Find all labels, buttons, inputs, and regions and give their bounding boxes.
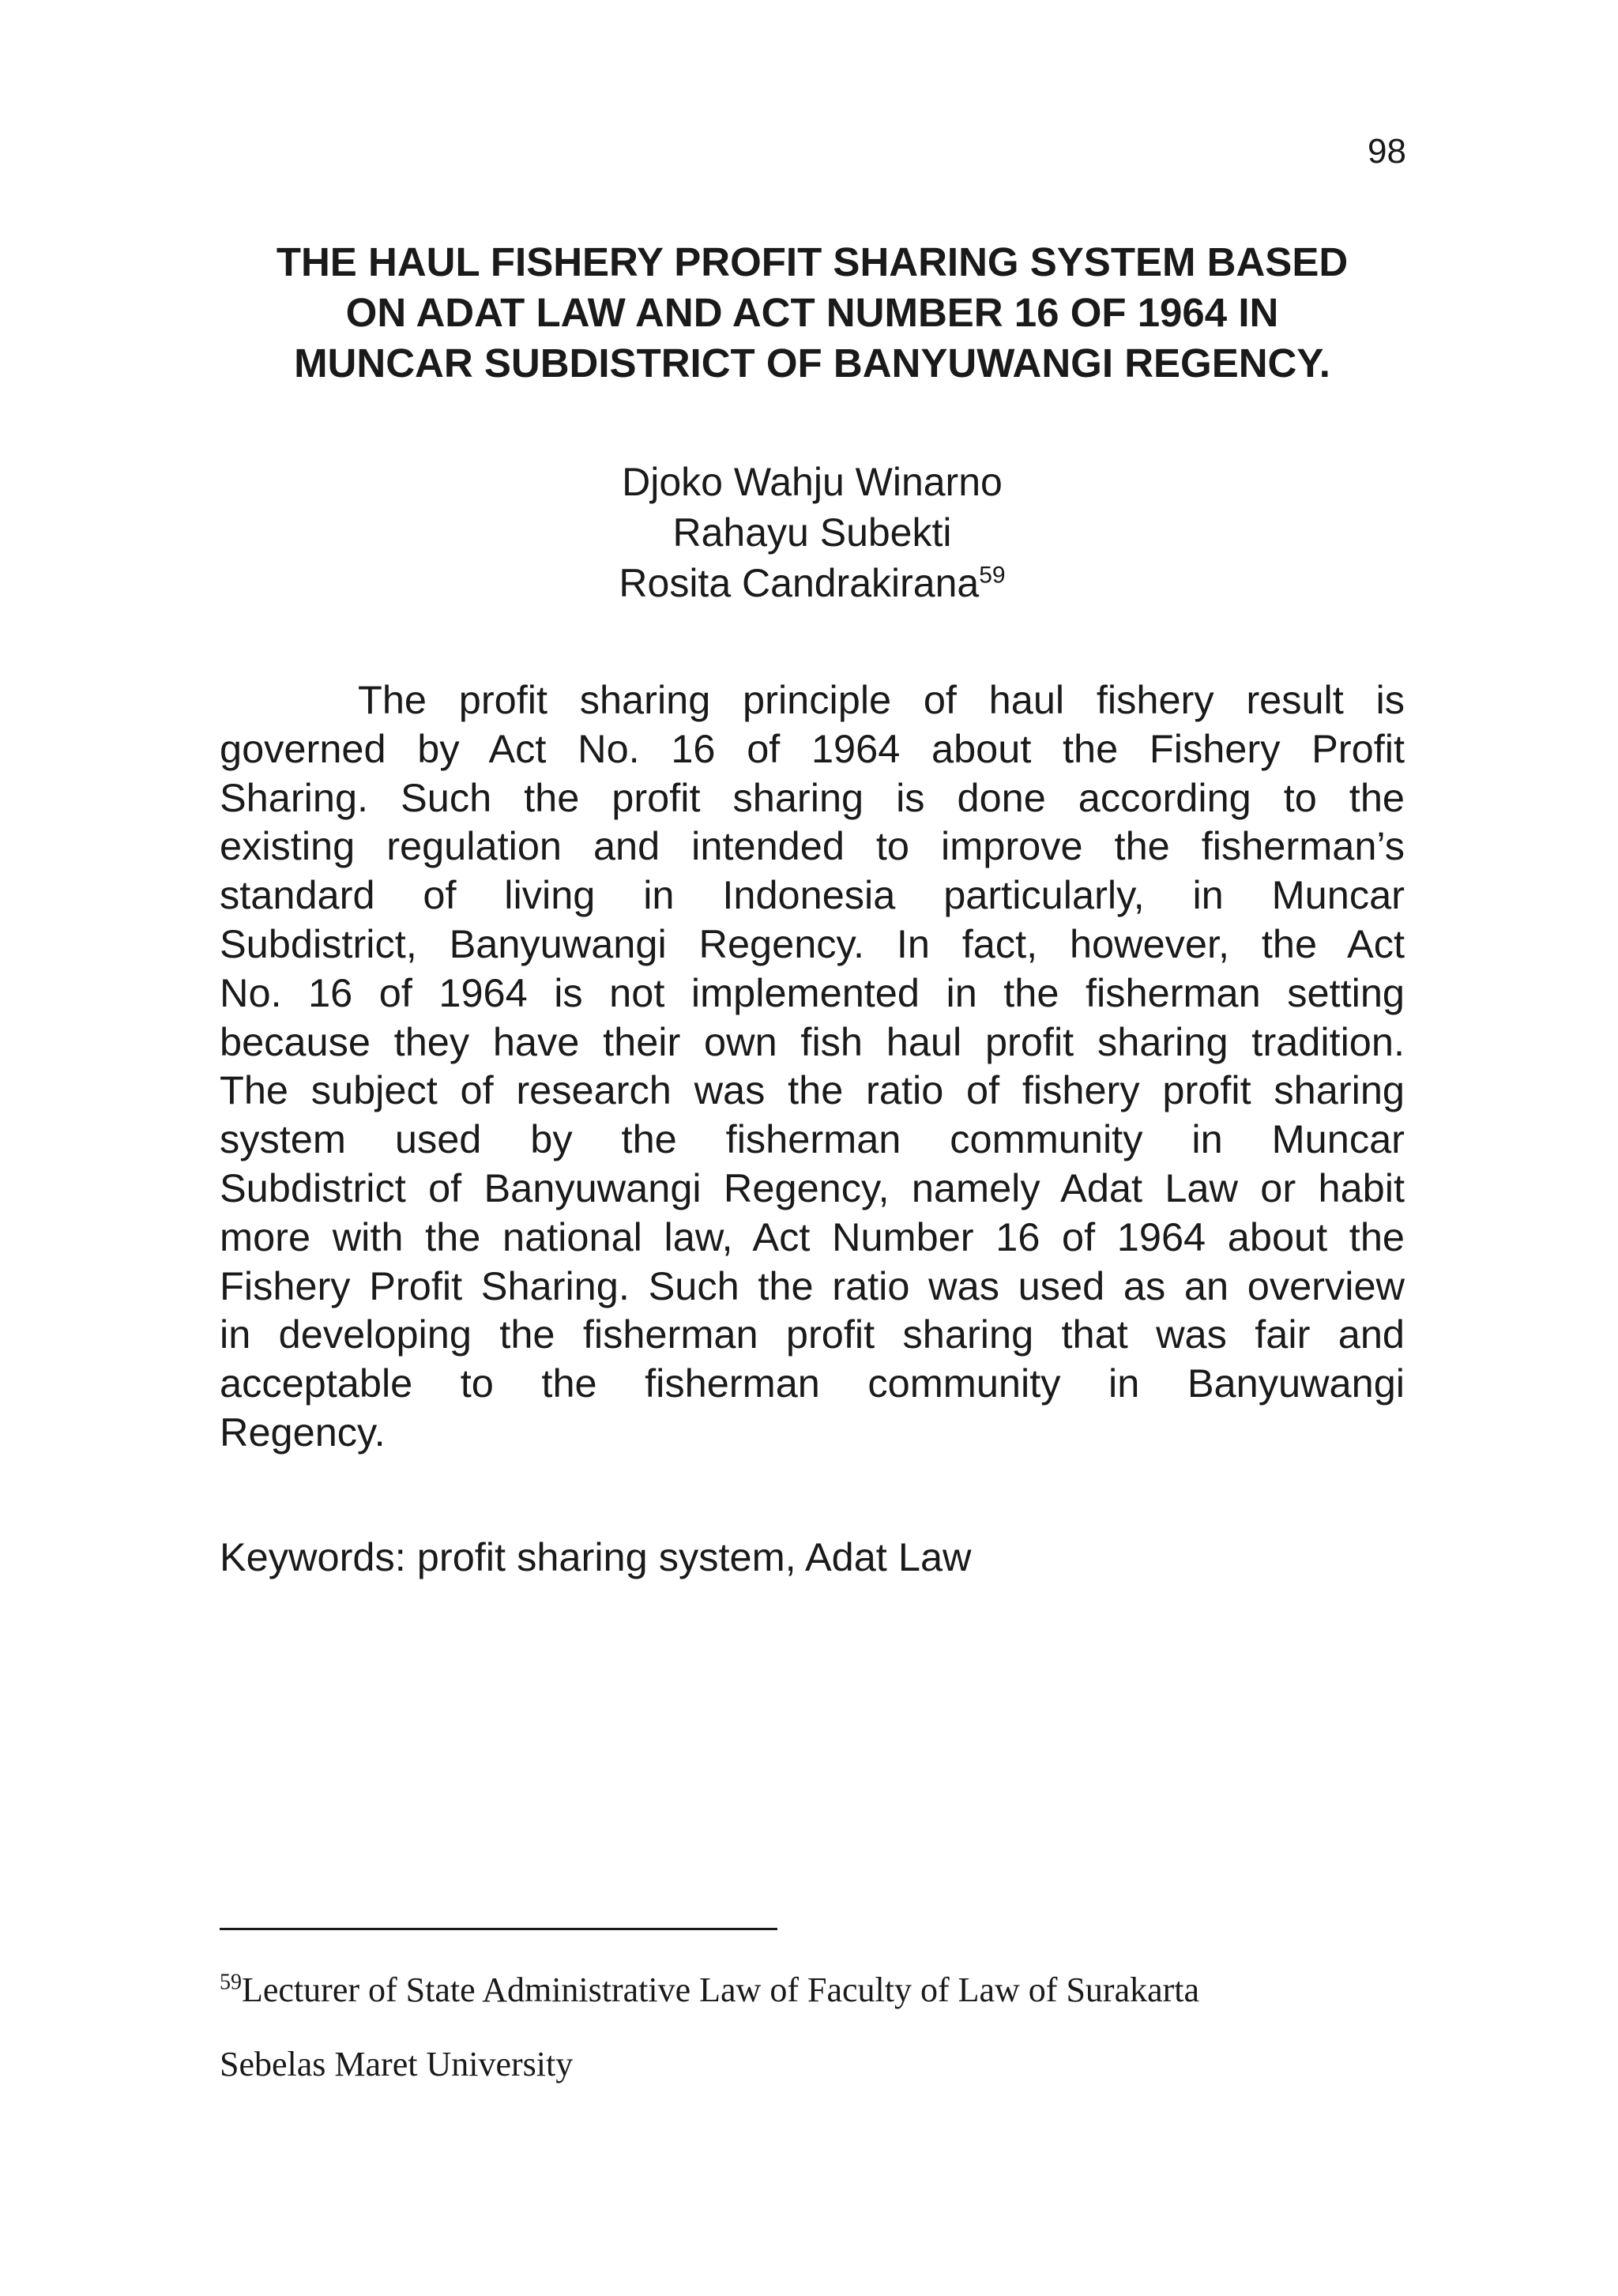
author-name: Rahayu Subekti bbox=[672, 510, 952, 555]
abstract-line: Sharing. Such the profit sharing is done according to the bbox=[220, 774, 1405, 820]
footnote bbox=[220, 1953, 1405, 2102]
abstract-line: The profit sharing principle of haul fishery result is bbox=[358, 677, 1405, 722]
abstract-line: because they have their own fish haul profit sharing tradition. bbox=[220, 1018, 1405, 1064]
footnote-reference[interactable]: 59 bbox=[979, 562, 1006, 589]
footnote-line: Sebelas Maret University bbox=[220, 2045, 574, 2083]
footnote-text: Lecturer of State Administrative Law of Faculty of Law of Surakarta bbox=[242, 1970, 1200, 2009]
title-line: MUNCAR SUBDISTRICT OF BANYUWANGI REGENCY. bbox=[294, 341, 1330, 386]
footnote-mark: 59 bbox=[220, 1970, 242, 1995]
author-name: Rosita Candrakirana bbox=[619, 561, 980, 605]
title-line: ON ADAT LAW AND ACT NUMBER 16 OF 1964 IN bbox=[345, 290, 1279, 335]
abstract-line: Subdistrict, Banyuwangi Regency. In fact, however, the Act bbox=[220, 920, 1405, 966]
abstract-line: acceptable to the fisherman community in Banyuwangi bbox=[220, 1361, 1405, 1406]
author-list bbox=[220, 457, 1405, 608]
footnote-line bbox=[220, 1953, 1405, 2027]
page-number: 98 bbox=[1368, 132, 1406, 171]
paper-title bbox=[220, 237, 1405, 389]
abstract-line: governed by Act No. 16 of 1964 about the Fishery Profit bbox=[220, 725, 1405, 771]
author-entry bbox=[220, 558, 1405, 608]
abstract-line: Fishery Profit Sharing. Such the ratio was used as an overview bbox=[220, 1263, 1405, 1308]
keywords: Keywords: profit sharing system, Adat Law bbox=[220, 1534, 972, 1579]
abstract-line: No. 16 of 1964 is not implemented in the fisherman setting bbox=[220, 969, 1405, 1015]
abstract-paragraph bbox=[220, 676, 1405, 1457]
abstract-line: system used by the fisherman community in Muncar bbox=[220, 1116, 1405, 1162]
title-line: THE HAUL FISHERY PROFIT SHARING SYSTEM BASED bbox=[276, 239, 1349, 284]
abstract-line: more with the national law, Act Number 16 of 1964 about the bbox=[220, 1214, 1405, 1259]
abstract-line: existing regulation and intended to improve the fisherman’s bbox=[220, 823, 1405, 869]
footnote-divider bbox=[220, 1928, 777, 1930]
abstract-line: in developing the fisherman profit sharing that was fair and bbox=[220, 1312, 1405, 1357]
abstract-line: The subject of research was the ratio of fishery profit sharing bbox=[220, 1067, 1405, 1113]
abstract-line: Subdistrict of Banyuwangi Regency, namely Adat Law or habit bbox=[220, 1165, 1405, 1210]
abstract-line: standard of living in Indonesia particularly, in Muncar bbox=[220, 872, 1405, 918]
author-name: Djoko Wahju Winarno bbox=[622, 460, 1003, 504]
abstract-line: Regency. bbox=[220, 1409, 386, 1455]
